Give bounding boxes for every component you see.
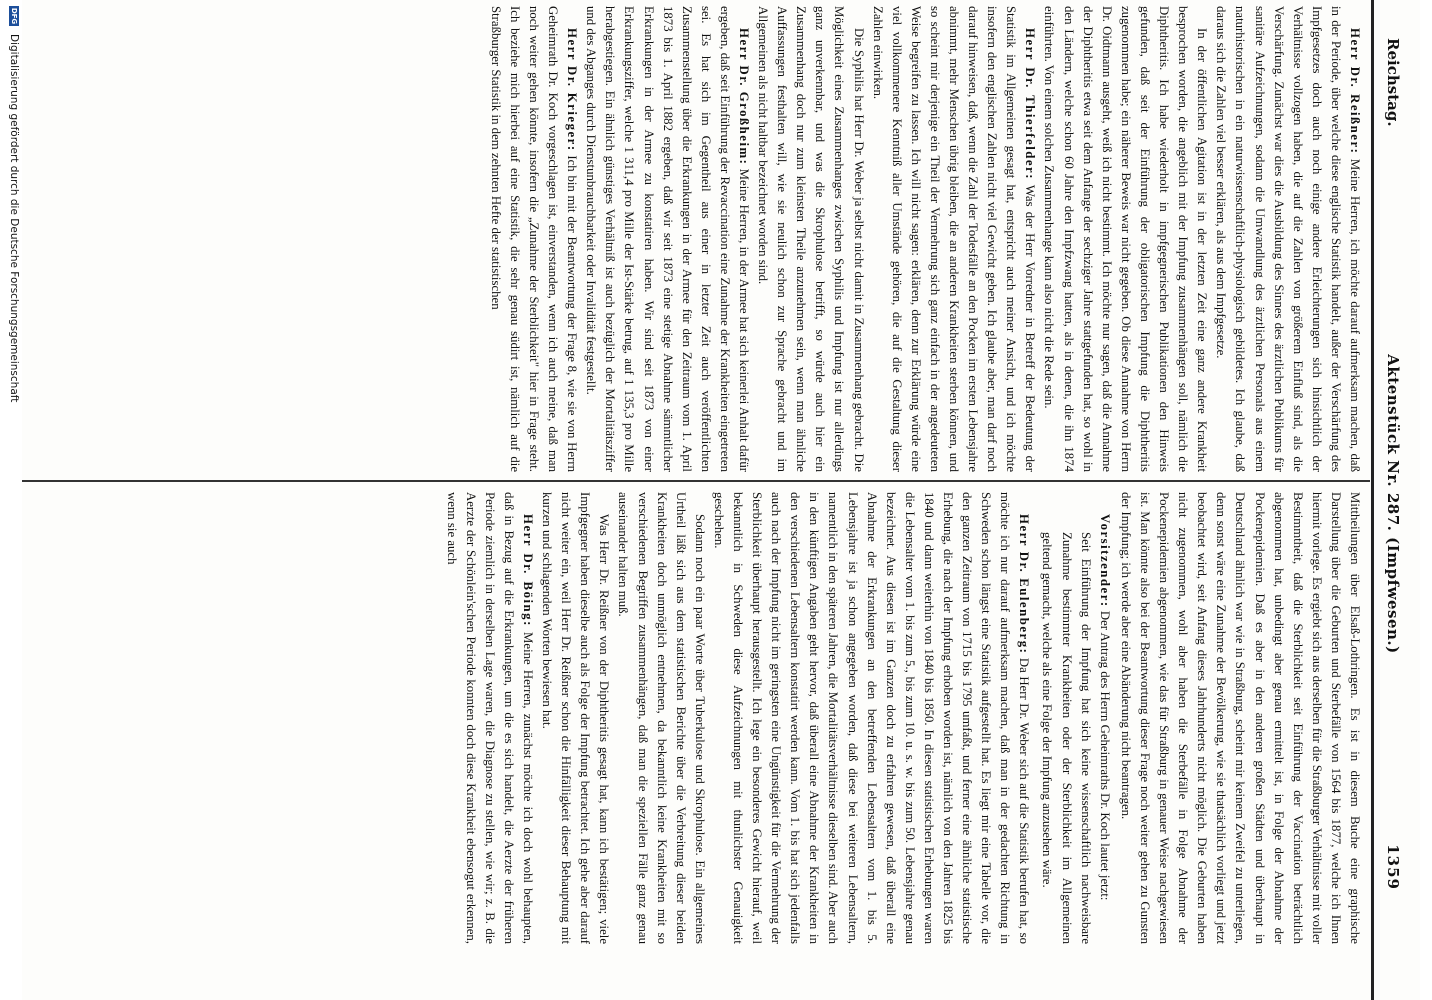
paragraph-text: Meine Herren, ich möchte darauf aufmerksam machen, daß in der Periode, über welche diese englische Statistik handelt, außer der Verschärfung des Impfgesetzes doch auch noch einige andere Erleichterungen sich hinsichtlich der Verhältnisse vollzogen haben, die auf die Zahlen von größerem Einfluß sind, als die Verschärfung. Zunächst war dies die Ausbildung des Sinnes des ärztlichen Publikums für sanitäre Aufzeichnungen, sodann die Umwandlung des ärztlichen Personals aus einem naturhistorischen in ein naturwissenschaftlich-physiologisch gebildetes. Ich glaube, daß daraus sich die Zahlen viel besser erklären, als aus dem Impfgesetze. bbox=[1214, 6, 1362, 472]
paragraph-text: In der öffentlichen Agitation ist in der letzten Zeit eine ganz andere Krankheit besprochen worden, die angeblich mit der Impfung zusammenhängen soll, nämlich die Diphtheritis. Ich habe wiederholt in impfgegnerischen Publikationen den Hinweis gefunden, daß seit der Einführung der obligatorischen Impfung die Diphtheritis zugenommen habe; ein näherer Beweis war nicht gegeben. Ob diese Annahme von Herrn Dr. Oidtmann ausgeht, weiß ich nicht bestimmt. Ich möchte nur sagen, daß die Annahme der Diphtheritis etwa seit dem Anfange der sechziger Jahre stattgefunden hat, so wohl in den Ländern, welche schon 60 Jahre den Impfzwang hatten, als in denen, die ihn 1874 einführten. Von einem solchen Zusammenhange kann also nicht die Rede sein. bbox=[1042, 6, 1210, 472]
paragraph-text: Sodann noch ein paar Worte über Tuberkulose und Skrophulose. Ein allgemeines Urtheil läßt sich aus dem statistischen Berichte über die Verbreitung dieser beiden Krankheiten doch unmöglich entnehmen, da bekanntlich keine Krankheiten mit so verschiedenen Begriffen zusammenhängen, daß man die speziellen Fälle ganz genau auseinander halten muß. bbox=[616, 492, 707, 944]
paragraph bbox=[709, 492, 1034, 944]
speaker-name: Herr Dr. Reißner: bbox=[1348, 28, 1362, 155]
header-rule bbox=[1371, 0, 1374, 1000]
header-chamber: Reichstag. bbox=[1384, 38, 1402, 127]
paragraph bbox=[442, 492, 537, 944]
speaker-name: Herr Dr. Böing: bbox=[520, 514, 535, 627]
page-header bbox=[1374, 28, 1414, 980]
right-column bbox=[10, 492, 1364, 944]
paragraph bbox=[581, 6, 753, 472]
paragraph bbox=[1211, 6, 1364, 472]
motion-text: Seit Einführung der Impfung hat sich keine wissenschaftlich nachweisbare Zunahme bestimmter Krankheiten oder der Sterblichkeit im Allgemeinen geltend gemacht, welche als eine Folge der Impfung anzusehen wäre. bbox=[1040, 532, 1093, 944]
paragraph-text: Die Syphilis hat Herr Dr. Weber ja selbst nicht damit in Zusammenhang gebracht. Die Möglichkeit eines Zusammenhanges zwischen Syphilis und Impfung ist nur allerdings ganz unverkennbar, und was die Skrophulose betrifft, so würde auch hier ein Zusammenhang doch nur zum kleinsten Theile anzunehmen sein, wenn man ähnliche Auffassungen festhalten will, wie sie neulich schon zur Sprache gebracht und im Allgemeinen als nicht haltbar bezeichnet worden sind. bbox=[756, 6, 866, 472]
paragraph-text: Ich bin mit der Beantwortung der Frage 8, wie sie von Herrn Geheimrath Dr. Koch vorgeschlagen ist, einverstanden, wenn ich auch meine, daß man noch weiter gehen könnte, insofern die „Zunahme der Sterblichkeit" hier in Frage steht. Ich beziehe mich hierbei auf eine Statistik, die sehr genau südirt ist, nämlich auf die Straßburger Statistik in dem zehnten Hefte der statistischen bbox=[488, 6, 580, 472]
header-subject: (Impfwesen.) bbox=[1384, 537, 1402, 654]
speaker-name: Herr Dr. Thierfelder: bbox=[1023, 28, 1038, 180]
paragraph bbox=[486, 6, 581, 472]
paragraph-text: Mittheilungen über Elsaß-Lothringen. Es ist in diesem Buche eine graphische Darstellung über die Geburten und Sterbefälle von 1564 bis 1877, welche ich Ihnen hiermit vorlege. Es ergiebt sich aus derselben für die Straßburger Verhältnisse mit voller Bestimmtheit, daß die Sterblichkeit seit Einführung der Vaccination beträchtlich abgenommen hat, unbedingt aber genau ermittelt ist, in Folge der Abnahme der Pockenepidemien. Daß es aber in den anderen großen Städten und überhaupt in Deutschland ähnlich war wie in Straßburg, scheint mir keinem Zweifel zu unterliegen, denn sonst wäre eine Zunahme der Bevölkerung, wie sie thatsächlich vorliegt und jetzt beobachtet wird, seit Anfang dieses Jahrhunderts nicht möglich. Die Geburten haben nicht zugenommen, wohl aber haben die Sterbefälle in Folge Abnahme der Pockenepidemien abgenommen, wie das für Straßburg in genauer Weise nachgewiesen ist. Man könnte also bei der Beantwortung dieser Frage noch weiter gehen zu Gunsten der Impfung; ich werde aber eine Abänderung nicht beantragen. bbox=[1118, 492, 1362, 944]
paragraph-text: Da Herr Dr. Weber sich auf die Statistik berufen hat, so möchte ich nur darauf aufmerksam machen, daß man in der gedachten Richtung in Schweden schon längst eine Statistik aufgestellt hat. Es liegt mir eine Tabelle vor, die den ganzen Zeitraum von 1715 bis 1795 umfaßt, und ferner eine ähnliche statistische Erhebung, die nach der Impfung erhoben worden ist, nämlich von den Jahren 1825 bis 1840 und dann weiterhin von 1840 bis 1850. In diesen statistischen Erhebungen waren die Lebensalter vom 1. bis zum 5., bis zum 10. u. s. w. bis zum 50. Lebensjahre genau bezeichnet. Aus diesen ist im Ganzen doch zu erfahren gewesen, daß überall eine Abnahme der Erkrankungen an den betreffenden Lebensaltern vom 1. bis 5. Lebensjahre ist ja schon angegeben worden, daß diese bei weiteren Lebensaltern, namentlich in den späteren Jahren, die Mortalitätsverhältnisse dieselben sind. Aber auch in den künftigen Angaben geht hervor, daß überall eine Abnahme der Krankheiten in den verschiedenen Lebensaltern konstatirt werden kann. Vom 1. bis hat sich jedenfalls auch nach der Impfung nicht im geringsten eine Ungünstigkeit für die Vermehrung der Sterblichkeit überhaupt herausgestellt. Ich lege ein besonderes Gewicht hierauf, weil bekanntlich in Schweden diese Aufzeichnungen mit thunlichster Genauigkeit geschehen. bbox=[711, 492, 1032, 944]
paragraph bbox=[868, 6, 1040, 472]
digitization-credit bbox=[0, 0, 22, 1000]
paragraph-text: Was Herr Dr. Reißner von der Diphtheritis gesagt hat, kann ich bestätigen; viele Impfgegner haben dieselbe auch als Folge der Impfung betrachtet. Ich gehe aber darauf nicht weiter ein, weil Herr Dr. Reißner schon die Hinfälligkeit dieser Behauptung mit kurzen und schlagenden Worten bewiesen hat. bbox=[540, 492, 612, 944]
paragraph-text: Was der Herr Vorredner in Betreff der Bedeutung der Statistik im Allgemeinen gesagt hat, entspricht auch meiner Ansicht, und ich möchte insofern den englischen Zahlen nicht viel Gewicht geben. Ich glaube aber, man darf noch darauf hinweisen, daß, wenn die Zahl der Todesfälle an den Pocken im ersten Lebensjahre abnimmt, mehr Menschen übrig bleiben, die an anderen Krankheiten sterben können, und so scheint mir derjenige ein Theil der Vermehrung sich ganz einfach in der angedeuteten Weise begreifen zu lassen. Ich will nicht sagen: erklären, denn zur Erklärung würde eine viel vollkommenere Kenntniß aller Umstände gehören, die auf die Gestaltung dieser Zahlen einwirken. bbox=[870, 6, 1038, 472]
speaker-name: Herr Dr. Eulenberg: bbox=[1017, 514, 1032, 655]
paragraph bbox=[537, 492, 613, 944]
paragraph bbox=[1095, 492, 1114, 944]
credit-text: Digitalisierung gefördert durch die Deutsche Forschungsgemeinschaft bbox=[8, 34, 20, 403]
paragraph bbox=[1039, 6, 1211, 472]
paragraph bbox=[1116, 492, 1364, 944]
paragraph-text: Der Antrag des Herrn Geheimraths Dr. Koch lautet jetzt: bbox=[1097, 607, 1112, 901]
speaker-name: Herr Dr. Großheim: bbox=[737, 28, 751, 166]
left-column bbox=[10, 6, 1364, 472]
column-divider bbox=[20, 480, 1370, 482]
speaker-name: Herr Dr. Krieger: bbox=[565, 28, 580, 152]
paragraph bbox=[613, 492, 708, 944]
header-document bbox=[1384, 28, 1402, 980]
paragraph bbox=[753, 6, 868, 472]
speaker-name: Vorsitzender: bbox=[1097, 514, 1112, 608]
paragraph-text: Meine Herren, zunächst möchte ich doch wohl behaupten, daß in Bezug auf die Erkrankungen, um die es sich handelt, die Aerzte der früheren Periode ziemlich in derselben Lage waren, die Diagnose zu stellen, wie wir; z. B. die Aerzte der Schönlein'schen Periode konnten doch diese Krankheit ebensogut erkennen, wenn sie auch bbox=[444, 492, 535, 944]
header-document-number: Aktenstück Nr. 287. bbox=[1384, 354, 1402, 532]
paragraph-text: Meine Herren, in der Armee hat sich keinerlei Anhalt dafür ergeben, daß seit Einführung der Revaccination eine Zunahme der Krankheiten eingetreten sei. Es hat sich im Gegentheil aus einer in letzter Zeit auch veröffentlichten Zusammenstellung über die Erkrankungen in der Armee für den Zeitraum vom 1. April 1873 bis 1. April 1882 ergeben, daß wir seit 1873 eine stetige Abnahme sämmtlicher Erkrankungen in der Armee zu konstatiren haben. Wir sind seit 1873 von einer Erkrankungsziffer, welche 1 311,4 pro Mille der Ist-Stärke betrug, auf 1 135,3 pro Mille herabgestiegen. Ein ähnlich günstiges Verhältniß ist auch bezüglich der Mortalitätsziffer und des Abganges durch Dienstunbrauchbarkeit oder Invalidität festgestellt. bbox=[584, 6, 751, 472]
header-page-number: 1359 bbox=[1384, 844, 1402, 890]
dfg-logo: DFG bbox=[10, 7, 18, 25]
